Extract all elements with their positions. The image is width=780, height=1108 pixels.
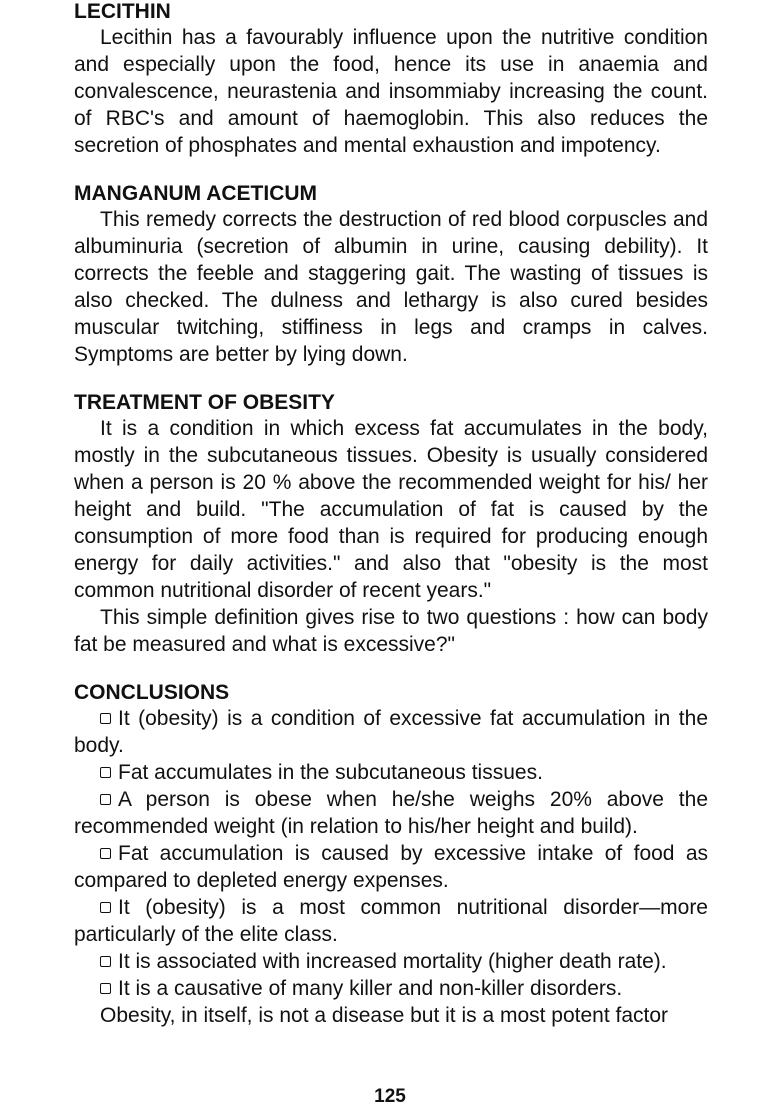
paragraph: Lecithin has a favourably influence upon the nutritive condition and especially upon the food, hence its use in anaemia and convalescence, neurastenia and insommiaby increasing the count. of RBC's and amount of haemoglobin. This also reduces the secretion of phosphates and mental exhaustion and impotency. <box>74 26 708 157</box>
checkbox-bullet-icon <box>100 983 111 994</box>
section-heading: CONCLUSIONS <box>74 681 230 704</box>
bullet-item <box>74 894 708 948</box>
bullet-item <box>74 975 708 1002</box>
section-heading: MANGANUM ACETICUM <box>74 182 318 205</box>
paragraph: This simple definition gives rise to two questions : how can body fat be measured and what is excessive?" <box>74 606 708 656</box>
checkbox-bullet-icon <box>100 713 111 724</box>
closing-paragraph: Obesity, in itself, is not a disease but it is a most potent factor <box>100 1004 669 1027</box>
bullet-item <box>74 948 708 975</box>
bullet-item <box>74 705 708 759</box>
bullet-text: It (obesity) is a condition of excessive fat accumulation in the body. <box>74 707 708 757</box>
page-number: 125 <box>374 1086 406 1107</box>
checkbox-bullet-icon <box>100 956 111 967</box>
bullet-item <box>74 840 708 894</box>
bullet-text: It is associated with increased mortality (higher death rate). <box>118 950 667 973</box>
bullet-text: Fat accumulates in the subcutaneous tissues. <box>118 761 543 784</box>
bullet-text: A person is obese when he/she weighs 20% above the recommended weight (in relation to his/her height and build). <box>74 788 708 838</box>
checkbox-bullet-icon <box>100 767 111 778</box>
section-manganum-aceticum <box>74 182 708 368</box>
bullet-text: It (obesity) is a most common nutritional disorder—more particularly of the elite class. <box>74 896 708 946</box>
section-heading: TREATMENT OF OBESITY <box>74 391 335 414</box>
bullet-item <box>74 759 708 786</box>
checkbox-bullet-icon <box>100 794 111 805</box>
checkbox-bullet-icon <box>100 902 111 913</box>
paragraph: This remedy corrects the destruction of red blood corpuscles and albuminuria (secretion of albumin in urine, causing debility). It corrects the feeble and staggering gait. The wasting of tissues is also checked. The dulness and lethargy is also cured besides muscular twitching, stiffiness in legs and cramps in calves. Symptoms are better by lying down. <box>74 208 708 366</box>
bullet-text: Fat accumulation is caused by excessive intake of food as compared to depleted energy expenses. <box>74 842 708 892</box>
bullet-item <box>74 786 708 840</box>
section-heading: LECITHIN <box>74 0 171 23</box>
section-conclusions <box>74 681 708 1029</box>
checkbox-bullet-icon <box>100 848 111 859</box>
paragraph: It is a condition in which excess fat accumulates in the body, mostly in the subcutaneous tissues. Obesity is usually considered when a person is 20 % above the recommended weight for his/ her height and build. "The accumulation of fat is caused by the consumption of more food than is required for producing enough energy for daily activities." and also that "obesity is the most common nutritional disorder of recent years." <box>74 417 708 602</box>
bullet-text: It is a causative of many killer and non-killer disorders. <box>118 977 623 1000</box>
section-treatment-of-obesity <box>74 391 708 658</box>
section-lecithin <box>74 0 708 159</box>
